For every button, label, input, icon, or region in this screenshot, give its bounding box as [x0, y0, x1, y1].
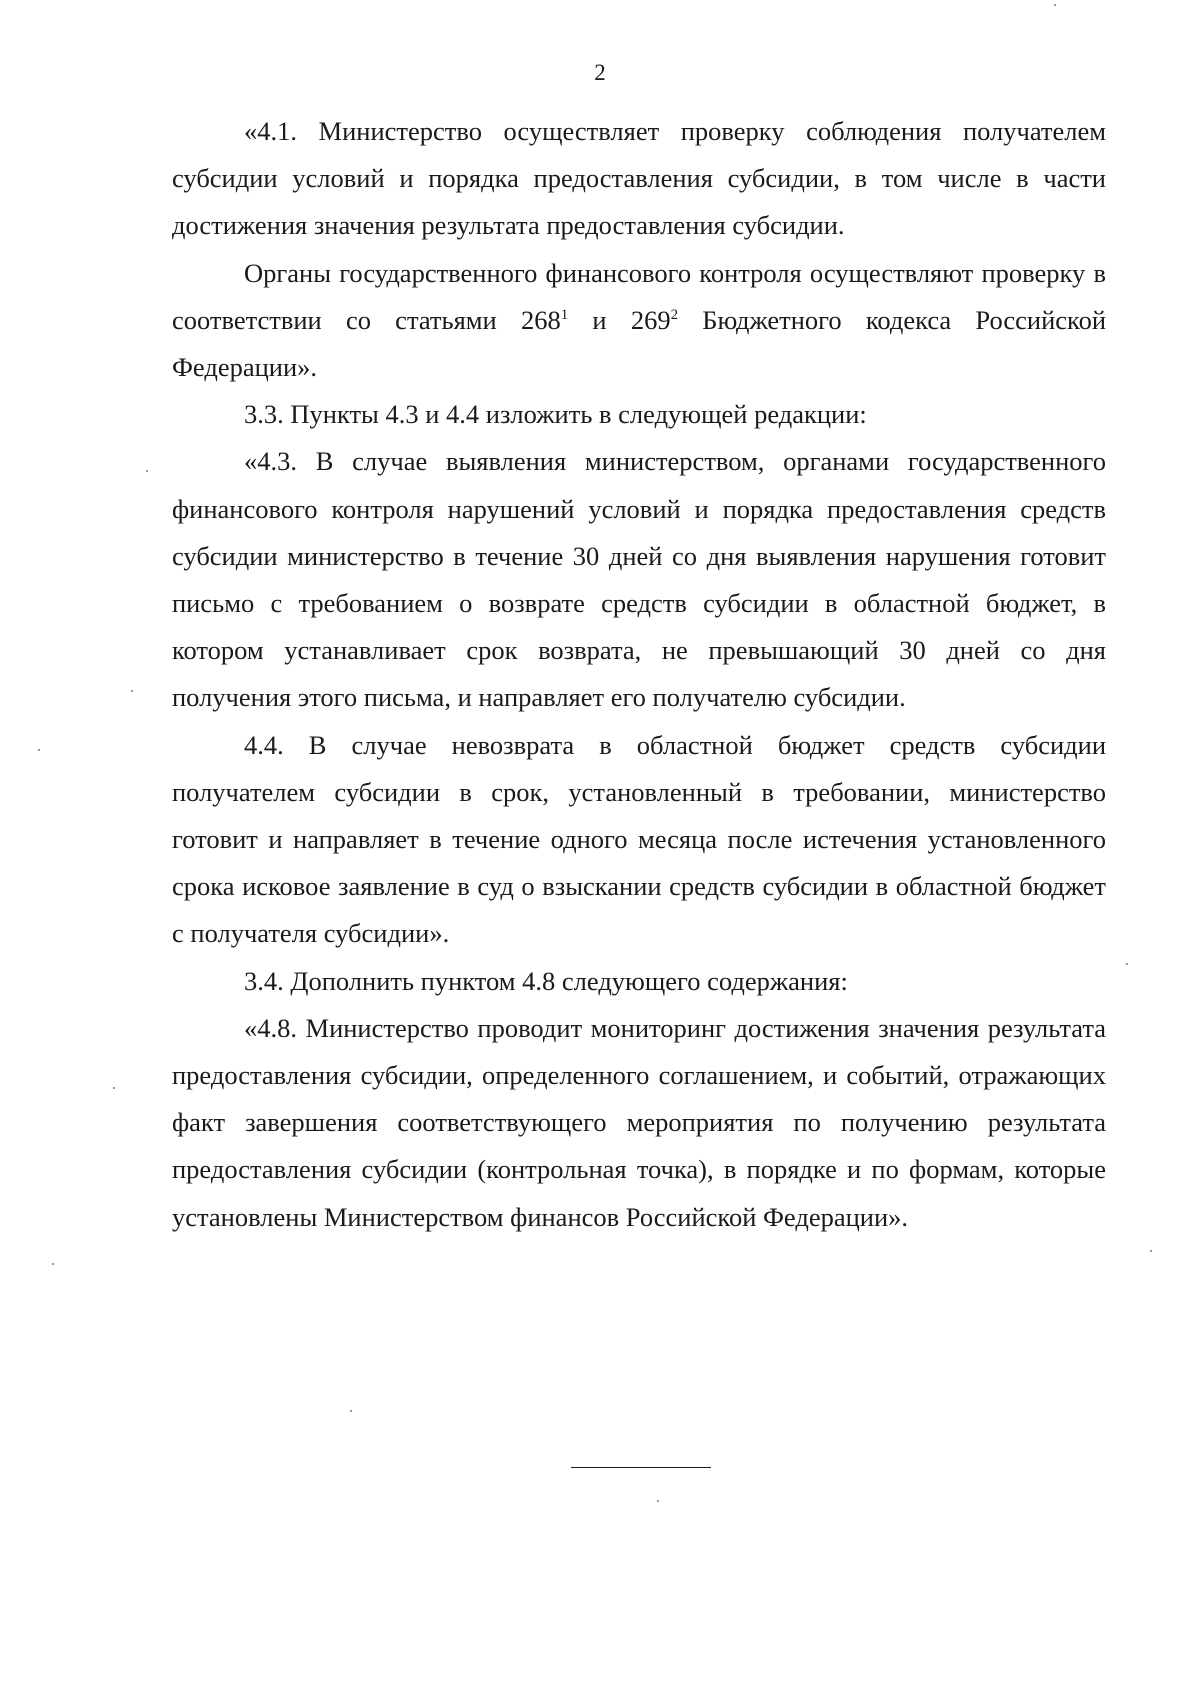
paragraph-3-4: 3.4. Дополнить пунктом 4.8 следующего содержания:	[244, 965, 848, 996]
scan-speck	[657, 1500, 659, 1502]
organs-text-part2: и 269	[568, 304, 671, 335]
scan-speck	[1126, 963, 1128, 965]
footnote-sup-268: 1	[560, 306, 569, 323]
scan-speck	[1054, 4, 1056, 6]
footnote-sup-269: 2	[670, 306, 679, 323]
scan-speck	[113, 1087, 115, 1089]
scan-speck	[38, 749, 40, 751]
document-body	[172, 108, 1106, 1241]
page-number: 2	[594, 60, 606, 85]
scan-speck	[350, 1410, 352, 1412]
scan-speck	[131, 690, 133, 692]
paragraph-3-3: 3.3. Пункты 4.3 и 4.4 изложить в следующей редакции:	[244, 399, 867, 430]
scan-speck	[52, 1263, 54, 1265]
paragraph-4-4: 4.4. В случае невозврата в областной бюджет средств субсидии получателем субсидии в срок, установленный в требовании, министерство готовит и направляет в течение одного месяца после истечения установленного срока исковое заявление в суд о взыскании средств субсидии в областной бюджет с получателя субсидии».	[172, 729, 1106, 949]
paragraph-4-1: «4.1. Министерство осуществляет проверку соблюдения получателем субсидии условий и порядка предоставления субсидии, в том числе в части достижения значения результата предоставления субсидии.	[172, 116, 1106, 241]
scan-speck	[146, 470, 148, 472]
paragraph-control-organs	[172, 250, 1106, 392]
organs-text-part3: Бюджетного кодекса Российской Федерации».	[172, 304, 1106, 383]
paragraph-4-3: «4.3. В случае выявления министерством, органами государственного финансового контроля нарушений условий и порядка предоставления средств субсидии министерство в течение 30 дней со дня выявления нарушения готовит письмо с требованием о возврате средств субсидии в областной бюджет, в котором устанавливает срок возврата, не превышающий 30 дней со дня получения этого письма, и направляет его получателю субсидии.	[172, 446, 1106, 713]
paragraph-4-8: «4.8. Министерство проводит мониторинг достижения значения результата предоставления субсидии, определенного соглашением, и событий, отражающих факт завершения соответствующего мероприятия по получению результата предоставления субсидии (контрольная точка), в порядке и по формам, которые установлены Министерством финансов Российской Федерации».	[172, 1012, 1106, 1232]
organs-text-part1: Органы государственного финансового контроля осуществляют проверку в соответствии со статьями 268	[172, 257, 1106, 335]
scan-speck	[1150, 1250, 1152, 1252]
closing-rule	[571, 1467, 711, 1468]
